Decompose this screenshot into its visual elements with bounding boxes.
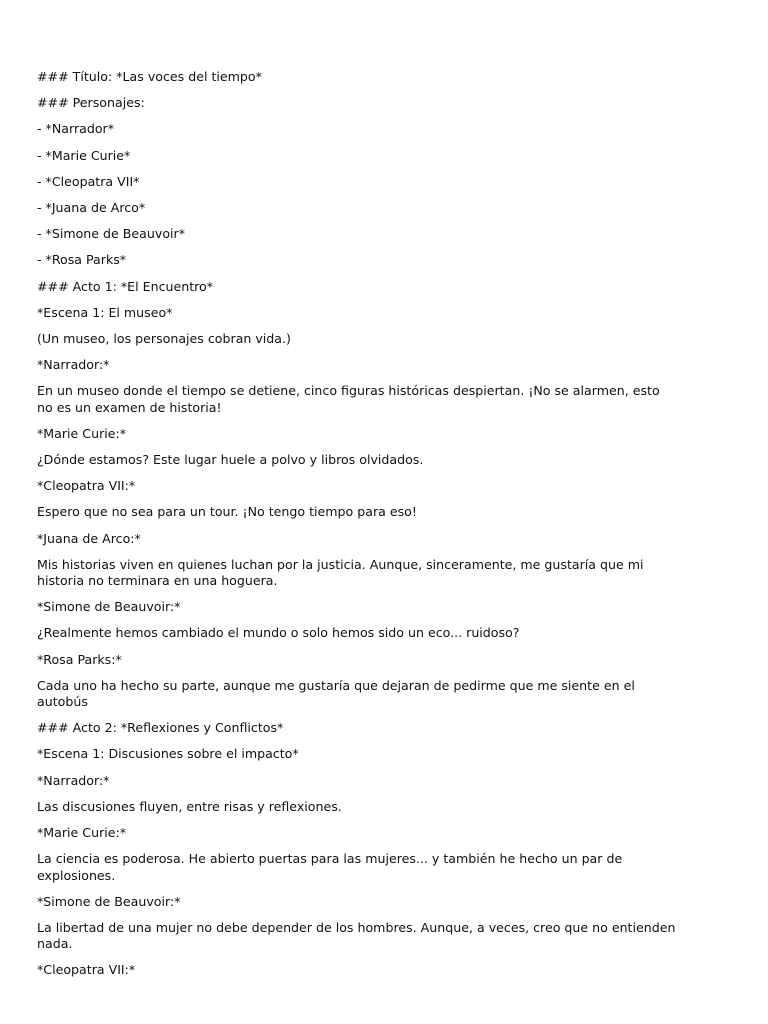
character-item: - *Simone de Beauvoir* [37, 226, 186, 242]
speaker-label: *Narrador:* [37, 772, 110, 788]
speaker-label: *Narrador:* [37, 357, 110, 373]
dialogue-line: La libertad de una mujer no debe depender de los hombres. Aunque, a veces, creo que no entienden nada. [37, 919, 676, 952]
dialogue-line: En un museo donde el tiempo se detiene, cinco figuras históricas despiertan. ¡No se alarmen, esto no es un examen de historia! [37, 383, 660, 415]
character-item: - *Cleopatra VII* [37, 173, 140, 189]
stage-direction: (Un museo, los personajes cobran vida.) [37, 331, 291, 347]
speaker-label: *Marie Curie:* [37, 425, 127, 441]
act-heading: ### Acto 1: *El Encuentro* [37, 278, 214, 294]
speaker-label: *Juana de Arco:* [37, 530, 141, 546]
dialogue-line: ¿Dónde estamos? Este lugar huele a polvo y libros olvidados. [37, 452, 424, 468]
title-heading: ### Título: *Las voces del tiempo* [37, 69, 262, 84]
speaker-label: *Simone de Beauvoir:* [37, 599, 181, 615]
scene-heading: *Escena 1: Discusiones sobre el impacto* [37, 746, 299, 762]
speaker-label: *Rosa Parks:* [37, 651, 122, 667]
character-item: - *Rosa Parks* [37, 252, 127, 268]
characters-heading: ### Personajes: [37, 95, 145, 111]
dialogue-line: ¿Realmente hemos cambiado el mundo o solo hemos sido un eco... ruidoso? [37, 625, 520, 641]
act-heading: ### Acto 2: *Reflexiones y Conflictos* [37, 720, 284, 736]
dialogue-line: Cada uno ha hecho su parte, aunque me gustaría que dejaran de pedirme que me siente en el autobús [37, 677, 635, 710]
speaker-label: *Simone de Beauvoir:* [37, 893, 181, 909]
dialogue-line: La ciencia es poderosa. He abierto puertas para las mujeres... y también he hecho un par de explosiones. [37, 851, 623, 883]
scene-heading: *Escena 1: El museo* [37, 304, 173, 320]
speaker-label: *Cleopatra VII:* [37, 478, 136, 494]
document-page [37, 69, 677, 989]
character-item: - *Marie Curie* [37, 147, 131, 163]
speaker-label: *Marie Curie:* [37, 825, 127, 841]
speaker-label: *Cleopatra VII:* [37, 962, 136, 978]
dialogue-line: Las discusiones fluyen, entre risas y reflexiones. [37, 798, 342, 814]
dialogue-line: Mis historias viven en quienes luchan por la justicia. Aunque, sinceramente, me gustaría que mi historia no terminara en una hoguera. [37, 556, 644, 589]
dialogue-line: Espero que no sea para un tour. ¡No tengo tiempo para eso! [37, 504, 417, 520]
character-item: - *Juana de Arco* [37, 200, 146, 216]
character-item: - *Narrador* [37, 121, 115, 137]
